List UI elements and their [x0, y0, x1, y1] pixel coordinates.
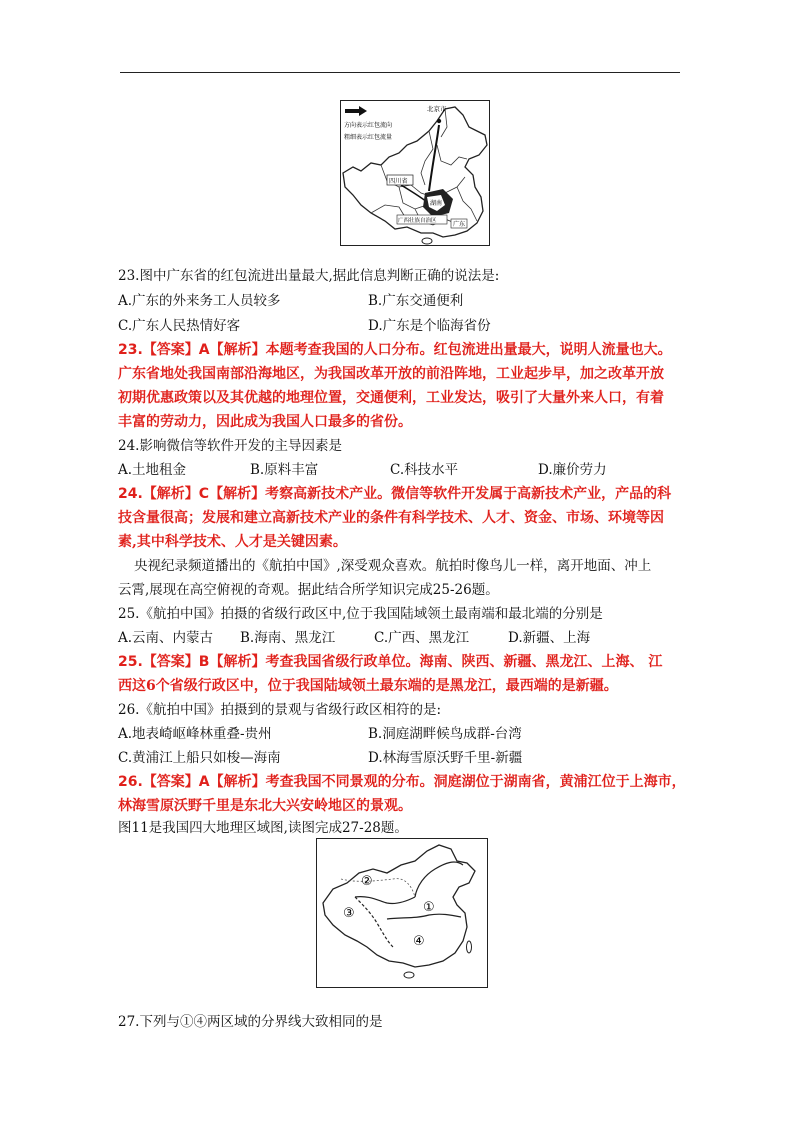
hainan-island — [422, 238, 432, 244]
label-beijing: 北京市 — [427, 105, 447, 113]
q24-option-a: A.土地租金 — [118, 462, 187, 478]
q25-stem: 25.《航拍中国》拍摄的省级行政区中,位于我国陆域领土最南端和最北端的分别是 — [118, 606, 603, 622]
label-sichuan: 四川省 — [389, 178, 408, 185]
q26-option-b: B.洞庭湖畔候鸟成群-台湾 — [368, 726, 522, 742]
q25-answer-label: 25.【答案】B — [118, 654, 210, 670]
q25-option-c: C.广西、黑龙江 — [374, 630, 470, 646]
q26-option-a: A.地表崎岖峰林重叠-贵州 — [118, 726, 272, 742]
q24-analysis-2: 技含量很高；发展和建立高新技术产业的条件有科学技术、人才、资金、市场、环境等因 — [118, 510, 664, 526]
red-envelope-map-svg — [341, 101, 489, 245]
q26-answer-label: 26.【答案】A — [118, 774, 210, 790]
passage-line2: 云霄,展现在高空俯视的奇观。据此结合所学知识完成25-26题。 — [118, 582, 499, 598]
label-guangxi: 广西壮族自治区 — [398, 218, 437, 224]
q23-analysis-2: 广东省地处我国南部沿海地区，为我国改革开放的前沿阵地，工业起步早，加之改革开放 — [118, 366, 664, 382]
label-hunan: 湖南 — [430, 200, 443, 207]
q24-analysis-1: 【解析】考察高新技术产业。微信等软件开发属于高新技术产业，产品的科 — [209, 486, 672, 502]
q24-answer-line1 — [118, 484, 671, 504]
q25-analysis-2: 西这6个省级行政区中，位于我国陆域领土最东端的是黑龙江，最西端的是新疆。 — [118, 678, 618, 694]
q25-option-b: B.海南、黑龙江 — [240, 630, 336, 646]
q26-analysis-2: 林海雪原沃野千里是东北大兴安岭地区的景观。 — [118, 798, 412, 814]
q24-answer-label: 24.【解析】C — [118, 486, 210, 502]
q25-option-d: D.新疆、上海 — [508, 630, 591, 646]
q23-option-b: B.广东交通便利 — [368, 293, 464, 309]
q26-option-c: C.黄浦江上船只如梭—海南 — [118, 750, 281, 766]
q23-answer-label: 23.【答案】A — [118, 342, 210, 358]
q24-option-b: B.原料丰富 — [250, 462, 319, 478]
passage-line1: 央视纪录频道播出的《航拍中国》,深受观众喜欢。航拍时像鸟儿一样，离开地面、冲上 — [134, 558, 652, 574]
figure11-intro: 图11是我国四大地理区域图,读图完成27-28题。 — [118, 820, 408, 836]
q25-analysis-1: 【解析】考查我国省级行政单位。海南、陕西、新疆、黑龙江、上海、 江 — [209, 654, 663, 670]
q26-answer-line1 — [118, 772, 686, 792]
q23-answer-line1 — [118, 340, 672, 360]
four-regions-map-svg — [317, 839, 487, 987]
q23-stem: 23.图中广东省的红包流进出量最大,据此信息判断正确的说法是: — [118, 268, 500, 284]
header-rule — [120, 72, 680, 73]
q25-answer-line1 — [118, 652, 662, 672]
region-1-label: ① — [423, 900, 435, 915]
region-3-label: ③ — [343, 906, 355, 921]
legend-arrow-icon — [345, 106, 367, 116]
q24-option-d: D.廉价劳力 — [538, 462, 607, 478]
q23-option-a: A.广东的外来务工人员较多 — [118, 293, 281, 309]
q23-analysis-1: 【解析】本题考查我国的人口分布。红包流进出量最大，说明人流量也大。 — [209, 342, 672, 358]
q26-stem: 26.《航拍中国》拍摄到的景观与省级行政区相符的是: — [118, 702, 442, 718]
label-guangdong: 广东 — [453, 221, 466, 228]
q26-analysis-1: 【解析】考查我国不同景观的分布。洞庭湖位于湖南省，黄浦江位于上海市， — [209, 774, 686, 790]
q26-option-d: D.林海雪原沃野千里-新疆 — [368, 750, 523, 766]
beijing-marker-icon — [437, 119, 441, 123]
q24-option-c: C.科技水平 — [390, 462, 459, 478]
region-2-label: ② — [361, 874, 373, 889]
q27-stem: 27.下列与①④两区域的分界线大致相同的是 — [118, 1014, 383, 1030]
q24-stem: 24.影响微信等软件开发的主导因素是 — [118, 438, 342, 454]
four-regions-map — [316, 838, 488, 988]
q23-option-d: D.广东是个临海省份 — [368, 318, 491, 334]
legend-line2: 粗细表示红包流量 — [344, 134, 393, 141]
red-envelope-flow-map — [340, 100, 490, 246]
taiwan-island — [467, 941, 472, 953]
q23-analysis-4: 丰富的劳动力，因此成为我国人口最多的省份。 — [118, 414, 412, 430]
legend-line1: 方向表示红包流向 — [344, 122, 393, 129]
q23-option-c: C.广东人民热情好客 — [118, 318, 241, 334]
q25-option-a: A.云南、内蒙古 — [118, 630, 214, 646]
region-4-label: ④ — [413, 934, 425, 949]
q24-analysis-3: 素,其中科学技术、人才是关键因素。 — [118, 534, 347, 550]
q23-analysis-3: 初期优惠政策以及其优越的地理位置，交通便利，工业发达，吸引了大量外来人口，有着 — [118, 390, 664, 406]
hainan-island — [404, 972, 414, 978]
